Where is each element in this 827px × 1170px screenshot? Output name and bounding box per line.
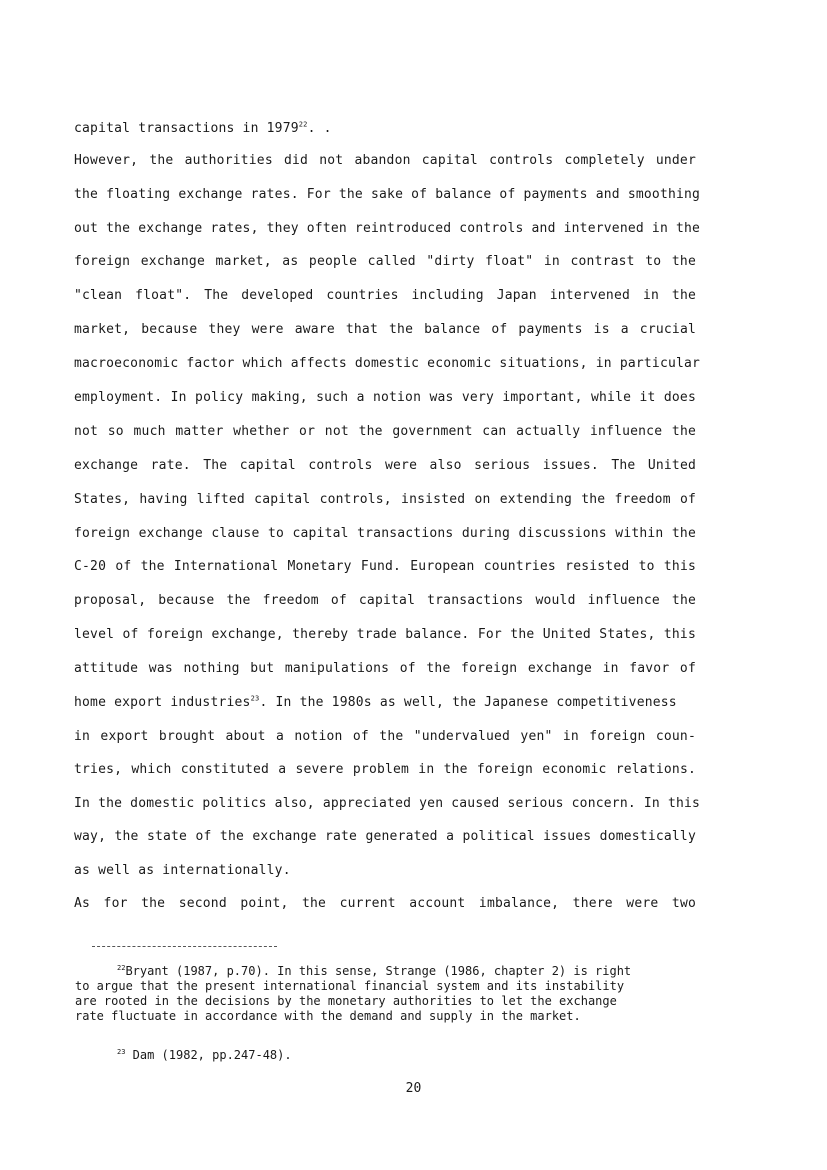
body-line: foreign exchange market, as people called "dirty float" in contrast to the (74, 254, 696, 269)
body-line: market, because they were aware that the balance of payments is a crucial (74, 322, 696, 337)
footnote-line: rate fluctuate in accordance with the demand and supply in the market. (75, 1009, 581, 1023)
footnote-marker: 23 (117, 1048, 126, 1056)
body-line: As for the second point, the current account imbalance, there were two (74, 896, 696, 911)
body-line: "clean float". The developed countries including Japan intervened in the (74, 288, 696, 303)
body-line: C-20 of the International Monetary Fund. European countries resisted to this (74, 559, 696, 574)
footnote-line: to argue that the present international financial system and its instability (75, 979, 625, 993)
body-line: as well as internationally. (74, 863, 291, 878)
footnote (75, 1048, 697, 1063)
body-line: foreign exchange clause to capital transactions during discussions within the (74, 526, 696, 541)
footnote-line: $^{22}$Bryant (1987, p.70). In this sense, Strange (1986, chapter 2) is right (117, 964, 632, 978)
footnote-ref[interactable]: 22 (298, 120, 308, 129)
body-line: States, having lifted capital controls, insisted on extending the freedom of (74, 492, 696, 507)
body-line: exchange rate. The capital controls were also serious issues. The United (74, 458, 696, 473)
body-line: in export brought about a notion of the "undervalued yen" in foreign coun- (74, 729, 696, 744)
body-line: way, the state of the exchange rate generated a political issues domestically (74, 829, 696, 844)
body-line: In the domestic politics also, appreciated yen caused serious concern. In this (74, 796, 701, 811)
footnote-line: are rooted in the decisions by the monetary authorities to let the exchange (75, 994, 617, 1008)
body-line: employment. In policy making, such a notion was very important, while it does (74, 390, 696, 405)
footnote-marker: 22 (117, 964, 126, 972)
body-line: level of foreign exchange, thereby trade balance. For the United States, this (74, 627, 696, 642)
body-line: However, the authorities did not abandon capital controls completely under (74, 153, 696, 168)
footnote (75, 964, 697, 1024)
footnote-ref[interactable]: 23 (250, 694, 260, 703)
body-line: the floating exchange rates. For the sake of balance of payments and smoothing (74, 187, 701, 202)
body-line: not so much matter whether or not the government can actually influence the (74, 424, 696, 439)
body-line: tries, which constituted a severe problem in the foreign economic relations. (74, 762, 696, 777)
footnote-divider (92, 946, 277, 947)
page-number: 20 (405, 1081, 422, 1096)
body-line: proposal, because the freedom of capital transactions would influence the (74, 593, 696, 608)
footnote-line: $^{23}$ Dam (1982, pp.247-48). (117, 1048, 292, 1062)
body-line: capital transactions in 1979$^{22}$. . (74, 120, 332, 136)
body-line: macroeconomic factor which affects domestic economic situations, in particular (74, 356, 701, 371)
body-line: attitude was nothing but manipulations of the foreign exchange in favor of (74, 661, 696, 676)
body-line: home export industries$^{23}$. In the 1980s as well, the Japanese competitiveness (74, 694, 677, 710)
body-line: out the exchange rates, they often reintroduced controls and intervened in the (74, 221, 701, 236)
